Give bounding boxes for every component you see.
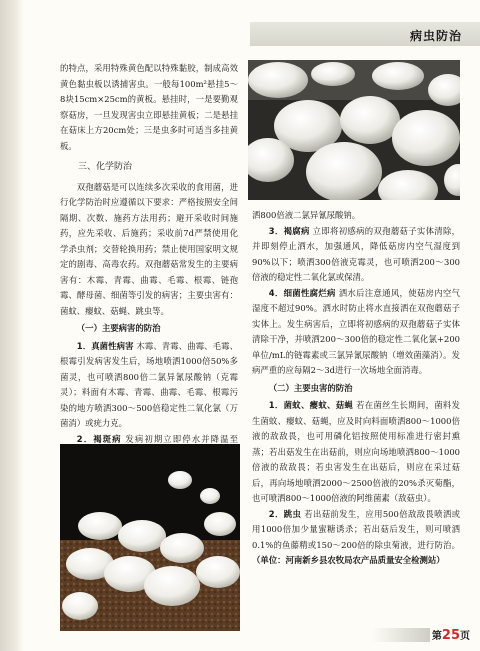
mushroom-photo-top [248, 60, 460, 200]
running-header-title: 病虫防治 [409, 29, 462, 43]
item-lead: 1．真菌性病害 [76, 340, 134, 351]
item-lead: 2．跳虫 [268, 508, 302, 519]
right-text-column [252, 208, 460, 569]
item-lead: 3．褐腐病 [268, 225, 310, 236]
paragraph: 双孢蘑菇是可以连续多次采收的食用菌，进行化学防治时应遵循以下要求：严格按照安全间隔期、次数、施药方法用药；避开采收时间施药，应先采收、后施药；采收前7d严禁使用化学杀虫剂；交替轮换用药；禁止使用国家明文规定的剧毒、高毒农药。双孢蘑菇常发生的主要病害有：木霉、青霉、曲霉、毛霉、根霉、链孢霉、酵母菌、细菌等引发的病害；主要虫害有：菌蚊、瘿蚊、菇蝇、跳虫等。 [60, 181, 238, 316]
page-number-prefix: 第 [431, 631, 442, 642]
page-number-bar [372, 628, 430, 642]
paragraph [252, 224, 460, 286]
binding-gutter [0, 0, 24, 651]
paragraph: 洒800倍液二氯异氰尿酸钠。 [252, 210, 361, 220]
item-text: 洒水后注意通风，使菇房内空气湿度不超过90%。洒水时防止将水直接洒在双孢蘑菇子实体上。发生病害后，立即将初感病的双孢蘑菇子实体清除干净，并喷洒200～300倍的稳定性二氧化氯+200单位/mL的链霉素或三氯异氰尿酸钠（增效菌藻消）。发病严重的应每隔2～3d进行一次场地全面消毒。 [252, 287, 460, 375]
page-number-value: 25 [441, 628, 460, 643]
paragraph [252, 507, 460, 569]
section-heading: 三、化学防治 [78, 162, 133, 172]
paragraph [252, 398, 460, 507]
mushroom-photo-bottom [60, 444, 240, 631]
item-text: 发病初期立即停水并降温至 [125, 433, 238, 444]
subsection-heading: （二）主要虫害的防治 [268, 382, 353, 393]
item-text: 立即将初感病的双孢蘑菇子实体清除，并即刻停止洒水，加强通风，降低菇房内空气湿度到90%以下；喷洒300倍液克霉灵，也可喷洒200～300倍液的稳定性二氧化氯或保清。 [252, 225, 460, 282]
item-lead: 1．菌蚊、瘿蚊、菇蝇 [268, 400, 354, 410]
item-text: 木霉、青霉、曲霉、毛霉、根霉引发病害发生后，场地喷洒1000倍50%多菌灵，也可喷洒800倍二氯异氰尿酸钠（克霉灵）；料面有木霉、青霉、曲霉、毛霉、根霉污染的地方喷洒300～500倍稳定性二氧化氯（万菌消）或疣力克。 [60, 340, 238, 428]
item-text: 若在菌丝生长期间，菌料发生菌蚊、瘿蚊、菇蝇，应及时向料面喷洒800～1000倍液的敌敌畏，也可用磷化铝按照使用标准进行密封熏蒸；若出菇发生在出菇前，则应向场地喷洒800～1000倍液的敌敌畏；若虫害发生在出菇后，则应在采过菇后，再向场地喷洒2000～2500倍液的20%杀灭菊酯，也可喷洒800～1000倍液的阿维菌素（敌菇虫）。 [252, 400, 460, 503]
paragraph [252, 286, 460, 379]
left-text-column [60, 61, 238, 494]
item-lead: 2．褐斑病 [76, 433, 122, 444]
paragraph: 的特点，采用特殊黄色配以特殊黏胶，制成高效黄色黏虫板以诱捕害虫。一般每100m²悬挂5～8块15cm×25cm的黄板。悬挂时，一是要勤观察菇房，一旦发现害虫立即悬挂黄板；二是悬挂在菇床上方20cm处；三是虫多时可适当多挂黄板。 [60, 63, 238, 151]
page-number [432, 627, 470, 643]
item-text: 若出菇前发生，应用500倍敌敌畏喷洒或用1000倍加少量蜜糖诱杀；若出菇后发生，则可喷洒0.1%的鱼藤精或150～200倍的除虫菊液，进行防治。 [252, 508, 460, 550]
page-number-suffix: 页 [460, 631, 470, 642]
item-lead: 4．细菌性腐烂病 [268, 287, 336, 298]
paragraph [60, 339, 238, 432]
subsection-heading: （一）主要病害的防治 [76, 323, 161, 333]
author-credit: （单位：河南新乡县农牧局农产品质量安全检测站） [252, 555, 445, 565]
